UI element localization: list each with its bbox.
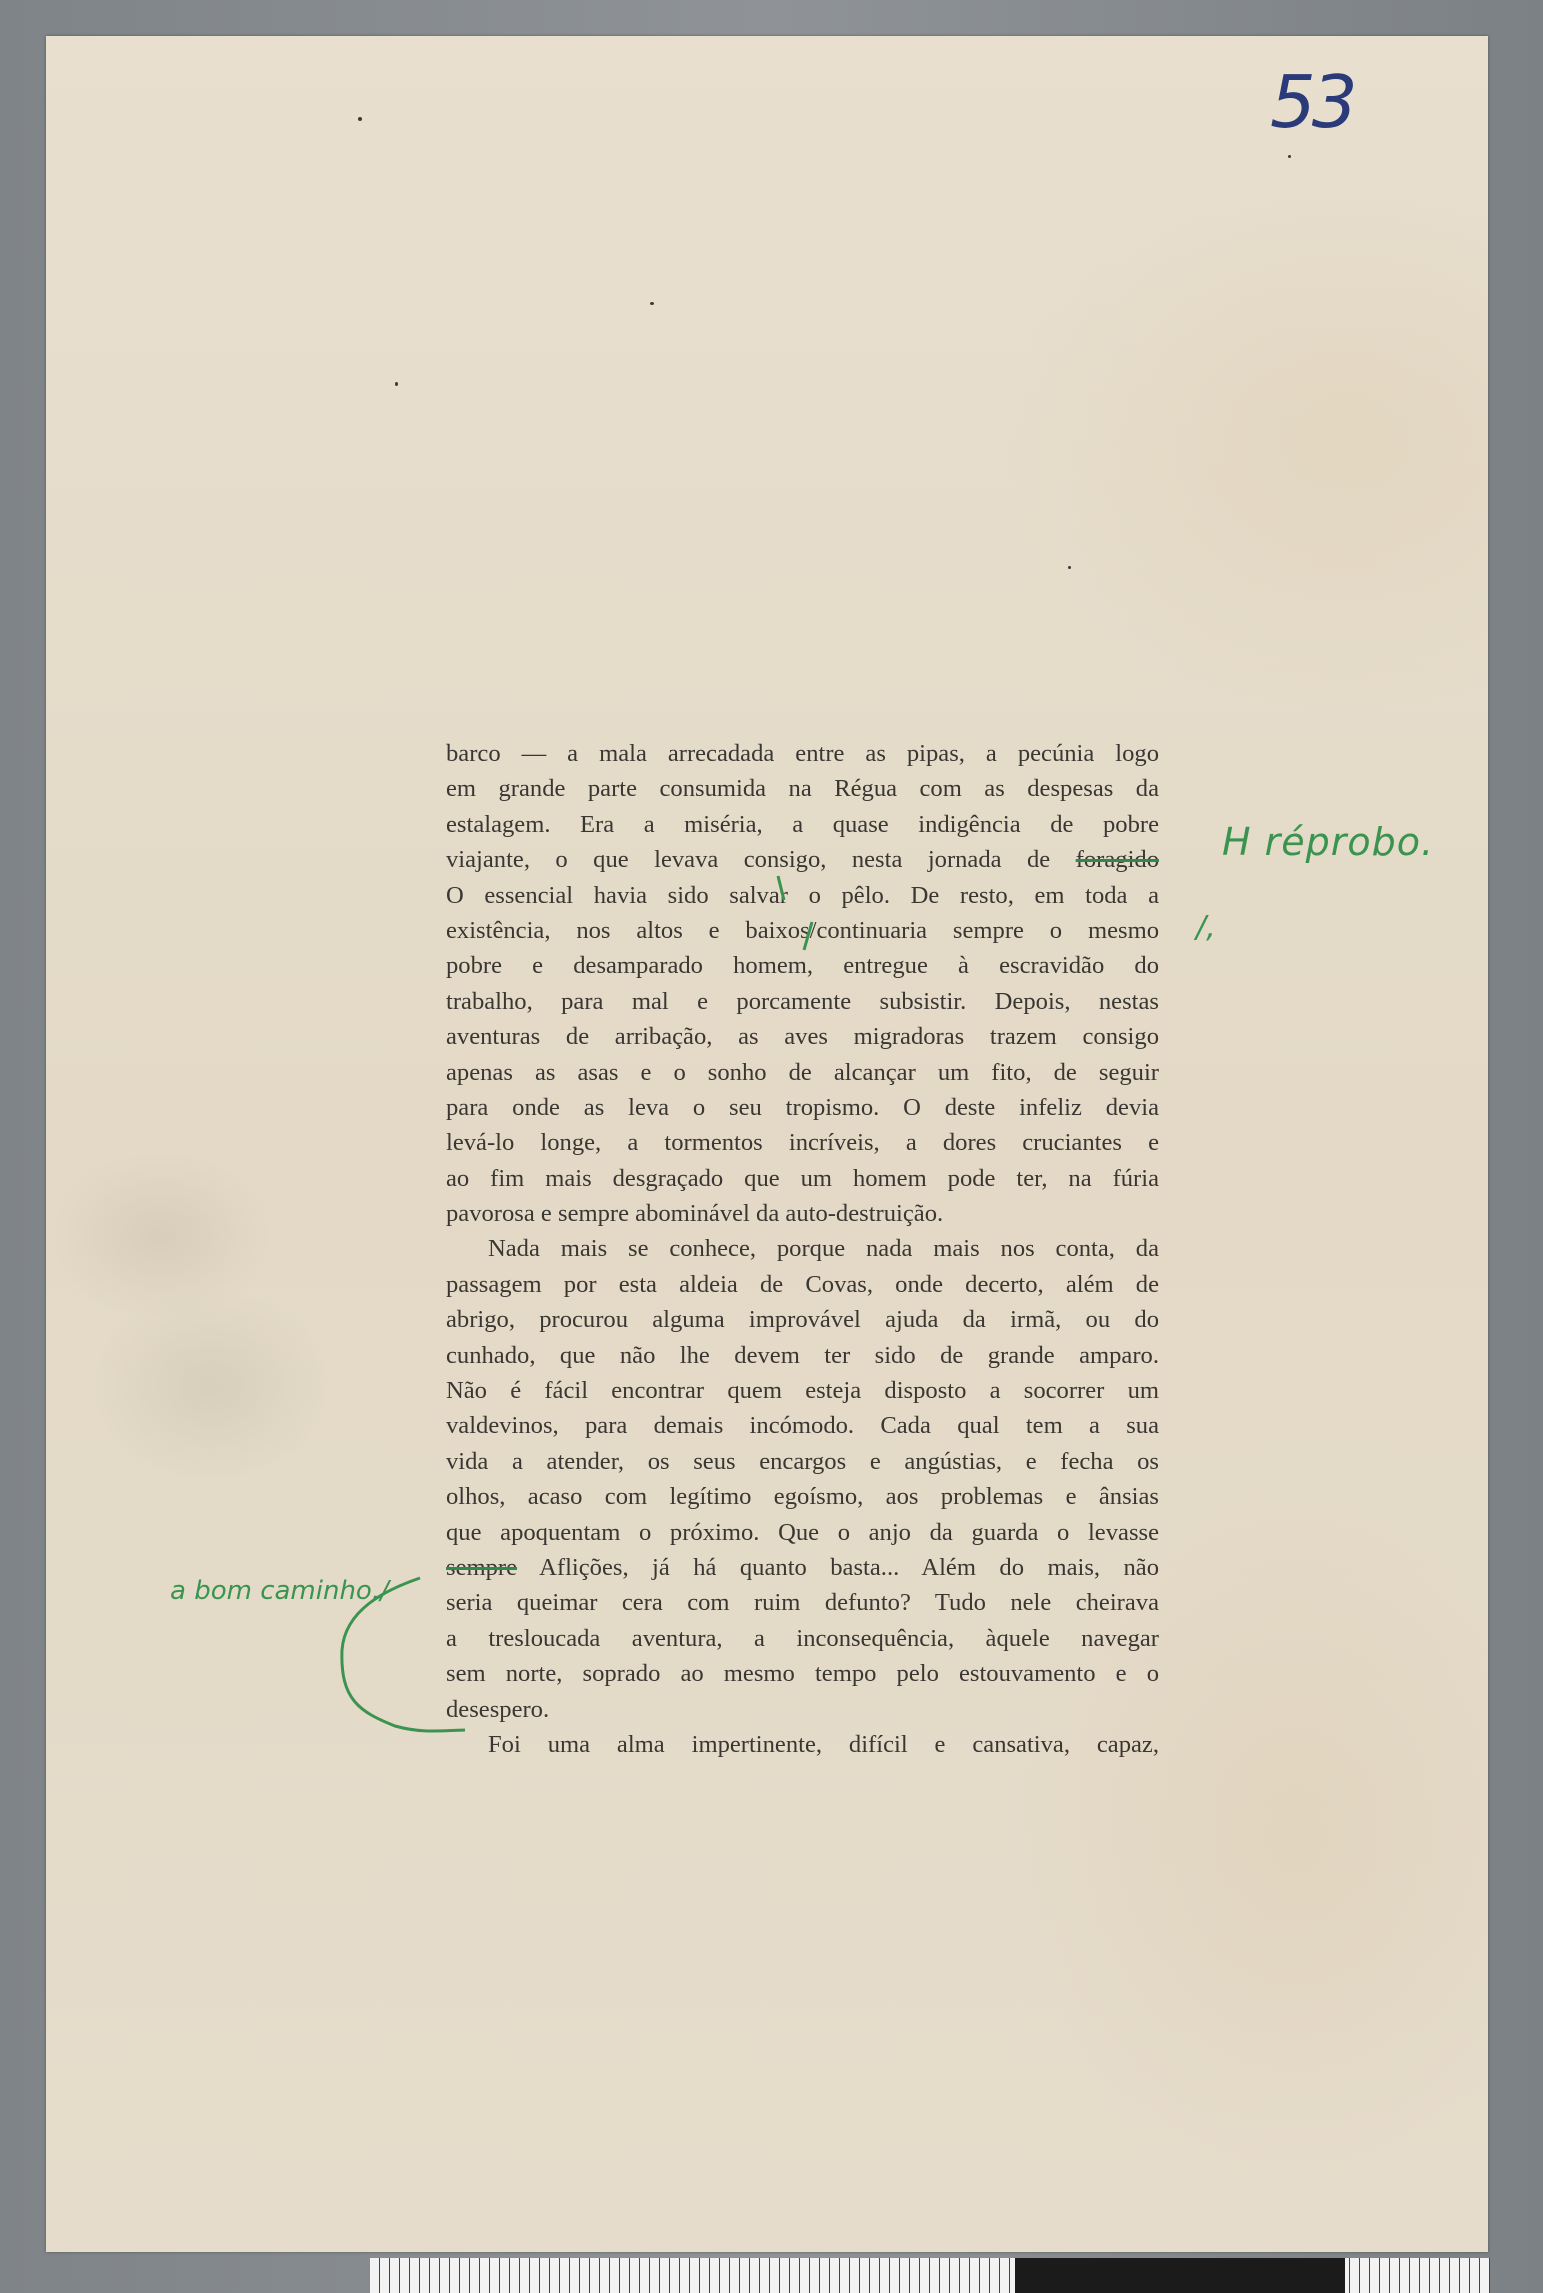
text-line: Não é fácil encontrar quem esteja disposto a socorrer um — [446, 1377, 1159, 1405]
body-text — [446, 736, 1159, 1762]
paper-speck — [650, 302, 654, 305]
text-line: estalagem. Era a miséria, a quase indigência de pobre — [446, 810, 1159, 838]
text-line: cunhado, que não lhe devem ter sido de grande amparo. — [446, 1341, 1159, 1369]
text-line: vida a atender, os seus encargos e angústias, e fecha os — [446, 1447, 1159, 1475]
text-line: pobre e desamparado homem, entregue à escravidão do — [446, 952, 1159, 980]
text-line: barco — a mala arrecadada entre as pipas, a pecúnia logo — [446, 740, 1159, 767]
text-line — [446, 842, 1159, 877]
text-line: que apoquentam o próximo. Que o anjo da guarda o levasse — [446, 1518, 1159, 1546]
text-line: Foi uma alma impertinente, difícil e cansativa, capaz, — [488, 1730, 1159, 1758]
text-line: desespero. — [446, 1695, 550, 1723]
text-line: sem norte, soprado ao mesmo tempo pelo estouvamento e o — [446, 1660, 1159, 1688]
struck-word-sempre: sempre — [446, 1553, 518, 1581]
text-line: apenas as asas e o sonho de alcançar um fito, de seguir — [446, 1058, 1159, 1086]
text-line: olhos, acaso com legítimo egoísmo, aos problemas e ânsias — [446, 1483, 1159, 1511]
text-line: a tresloucada aventura, a inconsequência, àquele navegar — [446, 1624, 1159, 1652]
text-line: para onde as leva o seu tropismo. O deste infeliz devia — [446, 1093, 1159, 1121]
text-line: trabalho, para mal e porcamente subsistir. Depois, nestas — [446, 987, 1159, 1015]
margin-annotation-right: H réprobo. — [1222, 820, 1435, 864]
text-line: abrigo, procurou alguma improvável ajuda da irmã, ou do — [446, 1306, 1159, 1334]
margin-annotation-right-mark: /, — [1196, 910, 1216, 945]
text-line: aventuras de arribação, as aves migradoras trazem consigo — [446, 1023, 1159, 1051]
text-line: ao fim mais desgraçado que um homem pode ter, na fúria — [446, 1164, 1159, 1192]
paper-speck — [1288, 155, 1291, 158]
text-line: O essencial havia sido salvar o pêlo. De resto, em toda a — [446, 881, 1159, 909]
page-number: 53 — [1270, 60, 1354, 144]
text-line: levá-lo longe, a tormentos incríveis, a dores cruciantes e — [446, 1129, 1159, 1157]
text-line — [446, 1550, 1159, 1585]
scale-ruler-black-block — [1015, 2258, 1345, 2293]
text-line-part: Aflições, já há quanto basta... Além do mais, não — [539, 1553, 1159, 1581]
paper-speck — [1068, 566, 1071, 569]
text-line: valdevinos, para demais incómodo. Cada qual tem a sua — [446, 1412, 1159, 1440]
text-line: em grande parte consumida na Régua com as despesas da — [446, 775, 1159, 803]
paper-speck — [358, 117, 362, 121]
margin-annotation-left: a bom caminho./ — [170, 1576, 389, 1606]
struck-word-foragido: foragido — [1075, 846, 1160, 874]
text-line: seria queimar cera com ruim defunto? Tudo nele cheirava — [446, 1589, 1159, 1617]
text-line: passagem por esta aldeia de Covas, onde decerto, além de — [446, 1270, 1159, 1298]
text-line: Nada mais se conhece, porque nada mais nos conta, da — [488, 1235, 1159, 1263]
text-line: pavorosa e sempre abominável da auto-destruição. — [446, 1200, 944, 1228]
paper-speck — [395, 382, 398, 386]
text-line: existência, nos altos e baixos/continuaria sempre o mesmo — [446, 916, 1159, 944]
text-line-part: viajante, o que levava consigo, nesta jornada de — [446, 846, 1051, 874]
